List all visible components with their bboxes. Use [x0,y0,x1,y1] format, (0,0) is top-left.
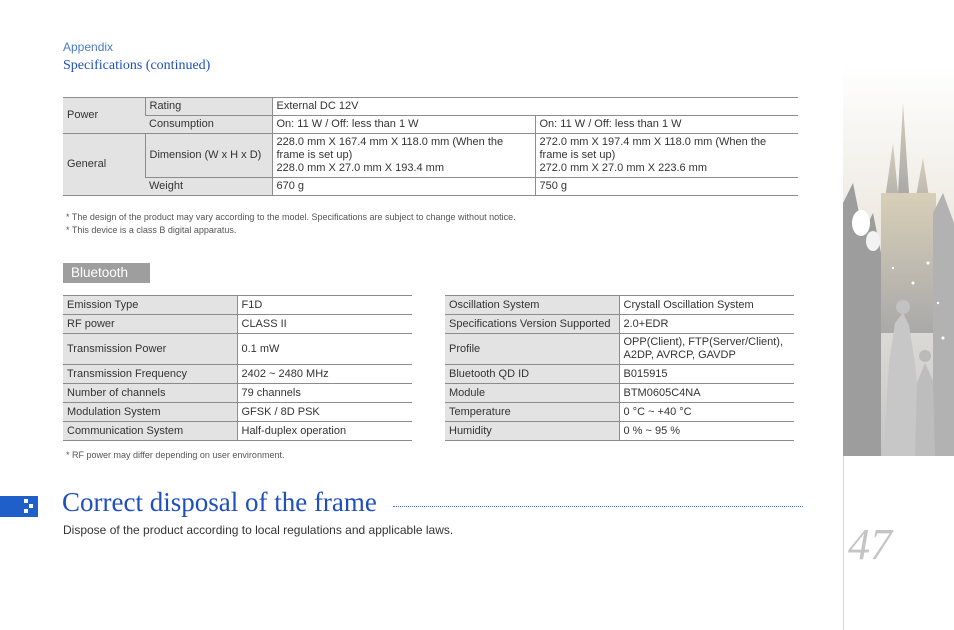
disposal-heading: Correct disposal of the frame [62,487,377,517]
bt-value: Crystall Oscillation System [619,296,794,315]
bt-label: Communication System [63,422,237,441]
table-row [63,365,412,384]
weight-value-b: 750 g [535,178,798,196]
consumption-label: Consumption [145,116,272,134]
dimension-a-line-2: 228.0 mm X 27.0 mm X 193.4 mm [276,162,445,174]
dimension-b-line-2: 272.0 mm X 27.0 mm X 223.6 mm [539,162,708,174]
bt-label: Transmission Power [63,334,237,365]
bt-label: Modulation System [63,403,237,422]
page-subtitle: Specifications (continued) [63,58,211,73]
bt-value: OPP(Client), FTP(Server/Client), A2DP, AVRCP, GAVDP [619,334,794,365]
table-row [63,116,798,134]
note-design: * The design of the product may vary according to the model. Specifications are subject to change without notice. [66,212,516,222]
bt-value: CLASS II [237,315,412,334]
bt-value: 79 channels [237,384,412,403]
bt-label: Humidity [445,422,619,441]
bt-label: Oscillation System [445,296,619,315]
rating-label: Rating [145,98,272,116]
bt-value: 0.1 mW [237,334,412,365]
dimension-value-b [535,134,798,178]
table-row [63,403,412,422]
weight-value-a: 670 g [272,178,535,196]
table-row [445,403,794,422]
bt-value: F1D [237,296,412,315]
table-row [63,134,798,178]
table-row [63,422,412,441]
bluetooth-table-left [63,295,412,441]
consumption-value-a: On: 11 W / Off: less than 1 W [272,116,535,134]
weight-label: Weight [145,178,272,196]
bt-value: BTM0605C4NA [619,384,794,403]
note-class-b: * This device is a class B digital apparatus. [66,225,237,235]
dimension-b-line-1: 272.0 mm X 197.4 mm X 118.0 mm (When the frame is set up) [539,136,767,161]
table-row [63,384,412,403]
table-row [445,422,794,441]
family-castle-illustration [843,63,954,456]
table-row [445,365,794,384]
section-marker-icon [0,496,38,517]
bluetooth-heading: Bluetooth [63,263,150,283]
table-row [63,178,798,196]
bt-value: B015915 [619,365,794,384]
bt-value: 0 % ~ 95 % [619,422,794,441]
table-row [63,334,412,365]
dimension-a-line-1: 228.0 mm X 167.4 mm X 118.0 mm (When the frame is set up) [276,136,504,161]
rating-value: External DC 12V [272,98,798,116]
general-label: General [63,134,145,196]
spec-notes [66,211,516,237]
page-number: 47 [848,520,892,569]
bt-value: 0 °C ~ +40 °C [619,403,794,422]
disposal-text: Dispose of the product according to local regulations and applicable laws. [63,523,454,537]
table-row [63,98,798,116]
bt-label: Temperature [445,403,619,422]
bt-value: 2.0+EDR [619,315,794,334]
table-row [445,315,794,334]
bt-value: GFSK / 8D PSK [237,403,412,422]
table-row [445,334,794,365]
power-label: Power [63,98,145,134]
bt-label: Specifications Version Supported [445,315,619,334]
consumption-value-b: On: 11 W / Off: less than 1 W [535,116,798,134]
bt-label: Profile [445,334,619,365]
bt-label: Number of channels [63,384,237,403]
section-label: Appendix [63,40,114,54]
table-row [445,384,794,403]
bt-label: Transmission Frequency [63,365,237,384]
heading-dotted-rule [393,506,803,507]
bt-label: Bluetooth QD ID [445,365,619,384]
dimension-value-a [272,134,535,178]
table-row [445,296,794,315]
table-row [63,315,412,334]
specifications-table [63,97,798,196]
bt-value: 2402 ~ 2480 MHz [237,365,412,384]
bt-value: Half-duplex operation [237,422,412,441]
bt-label: Module [445,384,619,403]
dimension-label: Dimension (W x H x D) [145,134,272,178]
table-row [63,296,412,315]
page-margin-rule [843,456,844,630]
rf-power-note: * RF power may differ depending on user environment. [66,450,285,460]
bt-label: Emission Type [63,296,237,315]
bt-label: RF power [63,315,237,334]
bluetooth-table-right [445,295,794,441]
